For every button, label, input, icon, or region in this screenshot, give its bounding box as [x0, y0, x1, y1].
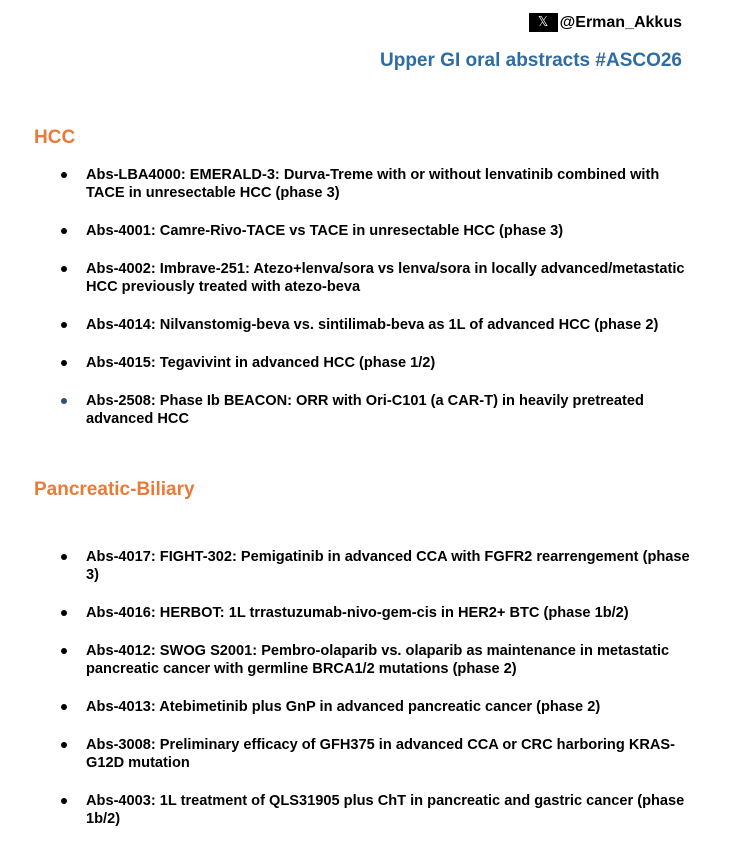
list-item: Abs-4002: Imbrave-251: Atezo+lenva/sora vs lenva/sora in locally advanced/metastatic HCC previously treated with atezo-beva [0, 260, 700, 296]
list-item: Abs-4012: SWOG S2001: Pembro-olaparib vs. olaparib as maintenance in metastatic pancreatic cancer with germline BRCA1/2 mutations (phase 2) [0, 642, 700, 678]
section-title-hcc: HCC [34, 127, 76, 148]
page-title: Upper GI oral abstracts #ASCO26 [380, 50, 682, 71]
author-tag [529, 13, 682, 32]
pancreatic-biliary-abstract-list [0, 548, 700, 848]
list-item: Abs-LBA4000: EMERALD-3: Durva-Treme with or without lenvatinib combined with TACE in unresectable HCC (phase 3) [0, 166, 700, 202]
list-item: Abs-2508: Phase Ib BEACON: ORR with Ori-C101 (a CAR-T) in heavily pretreated advanced HCC [0, 392, 700, 428]
author-handle: @Erman_Akkus [559, 13, 682, 31]
list-item: Abs-4017: FIGHT-302: Pemigatinib in advanced CCA with FGFR2 rearrengement (phase 3) [0, 548, 700, 584]
list-item: Abs-4014: Nilvanstomig-beva vs. sintilimab-beva as 1L of advanced HCC (phase 2) [0, 316, 700, 334]
list-item: Abs-4016: HERBOT: 1L trrastuzumab-nivo-gem-cis in HER2+ BTC (phase 1b/2) [0, 604, 700, 622]
x-logo-icon: 𝕏 [529, 13, 558, 32]
list-item: Abs-4001: Camre-Rivo-TACE vs TACE in unresectable HCC (phase 3) [0, 222, 700, 240]
hcc-abstract-list [0, 166, 700, 448]
section-title-pancreatic-biliary: Pancreatic-Biliary [34, 479, 195, 500]
list-item: Abs-4003: 1L treatment of QLS31905 plus ChT in pancreatic and gastric cancer (phase 1b/2) [0, 792, 700, 828]
list-item: Abs-4015: Tegavivint in advanced HCC (phase 1/2) [0, 354, 700, 372]
list-item: Abs-4013: Atebimetinib plus GnP in advanced pancreatic cancer (phase 2) [0, 698, 700, 716]
list-item: Abs-3008: Preliminary efficacy of GFH375 in advanced CCA or CRC harboring KRAS-G12D mutation [0, 736, 700, 772]
